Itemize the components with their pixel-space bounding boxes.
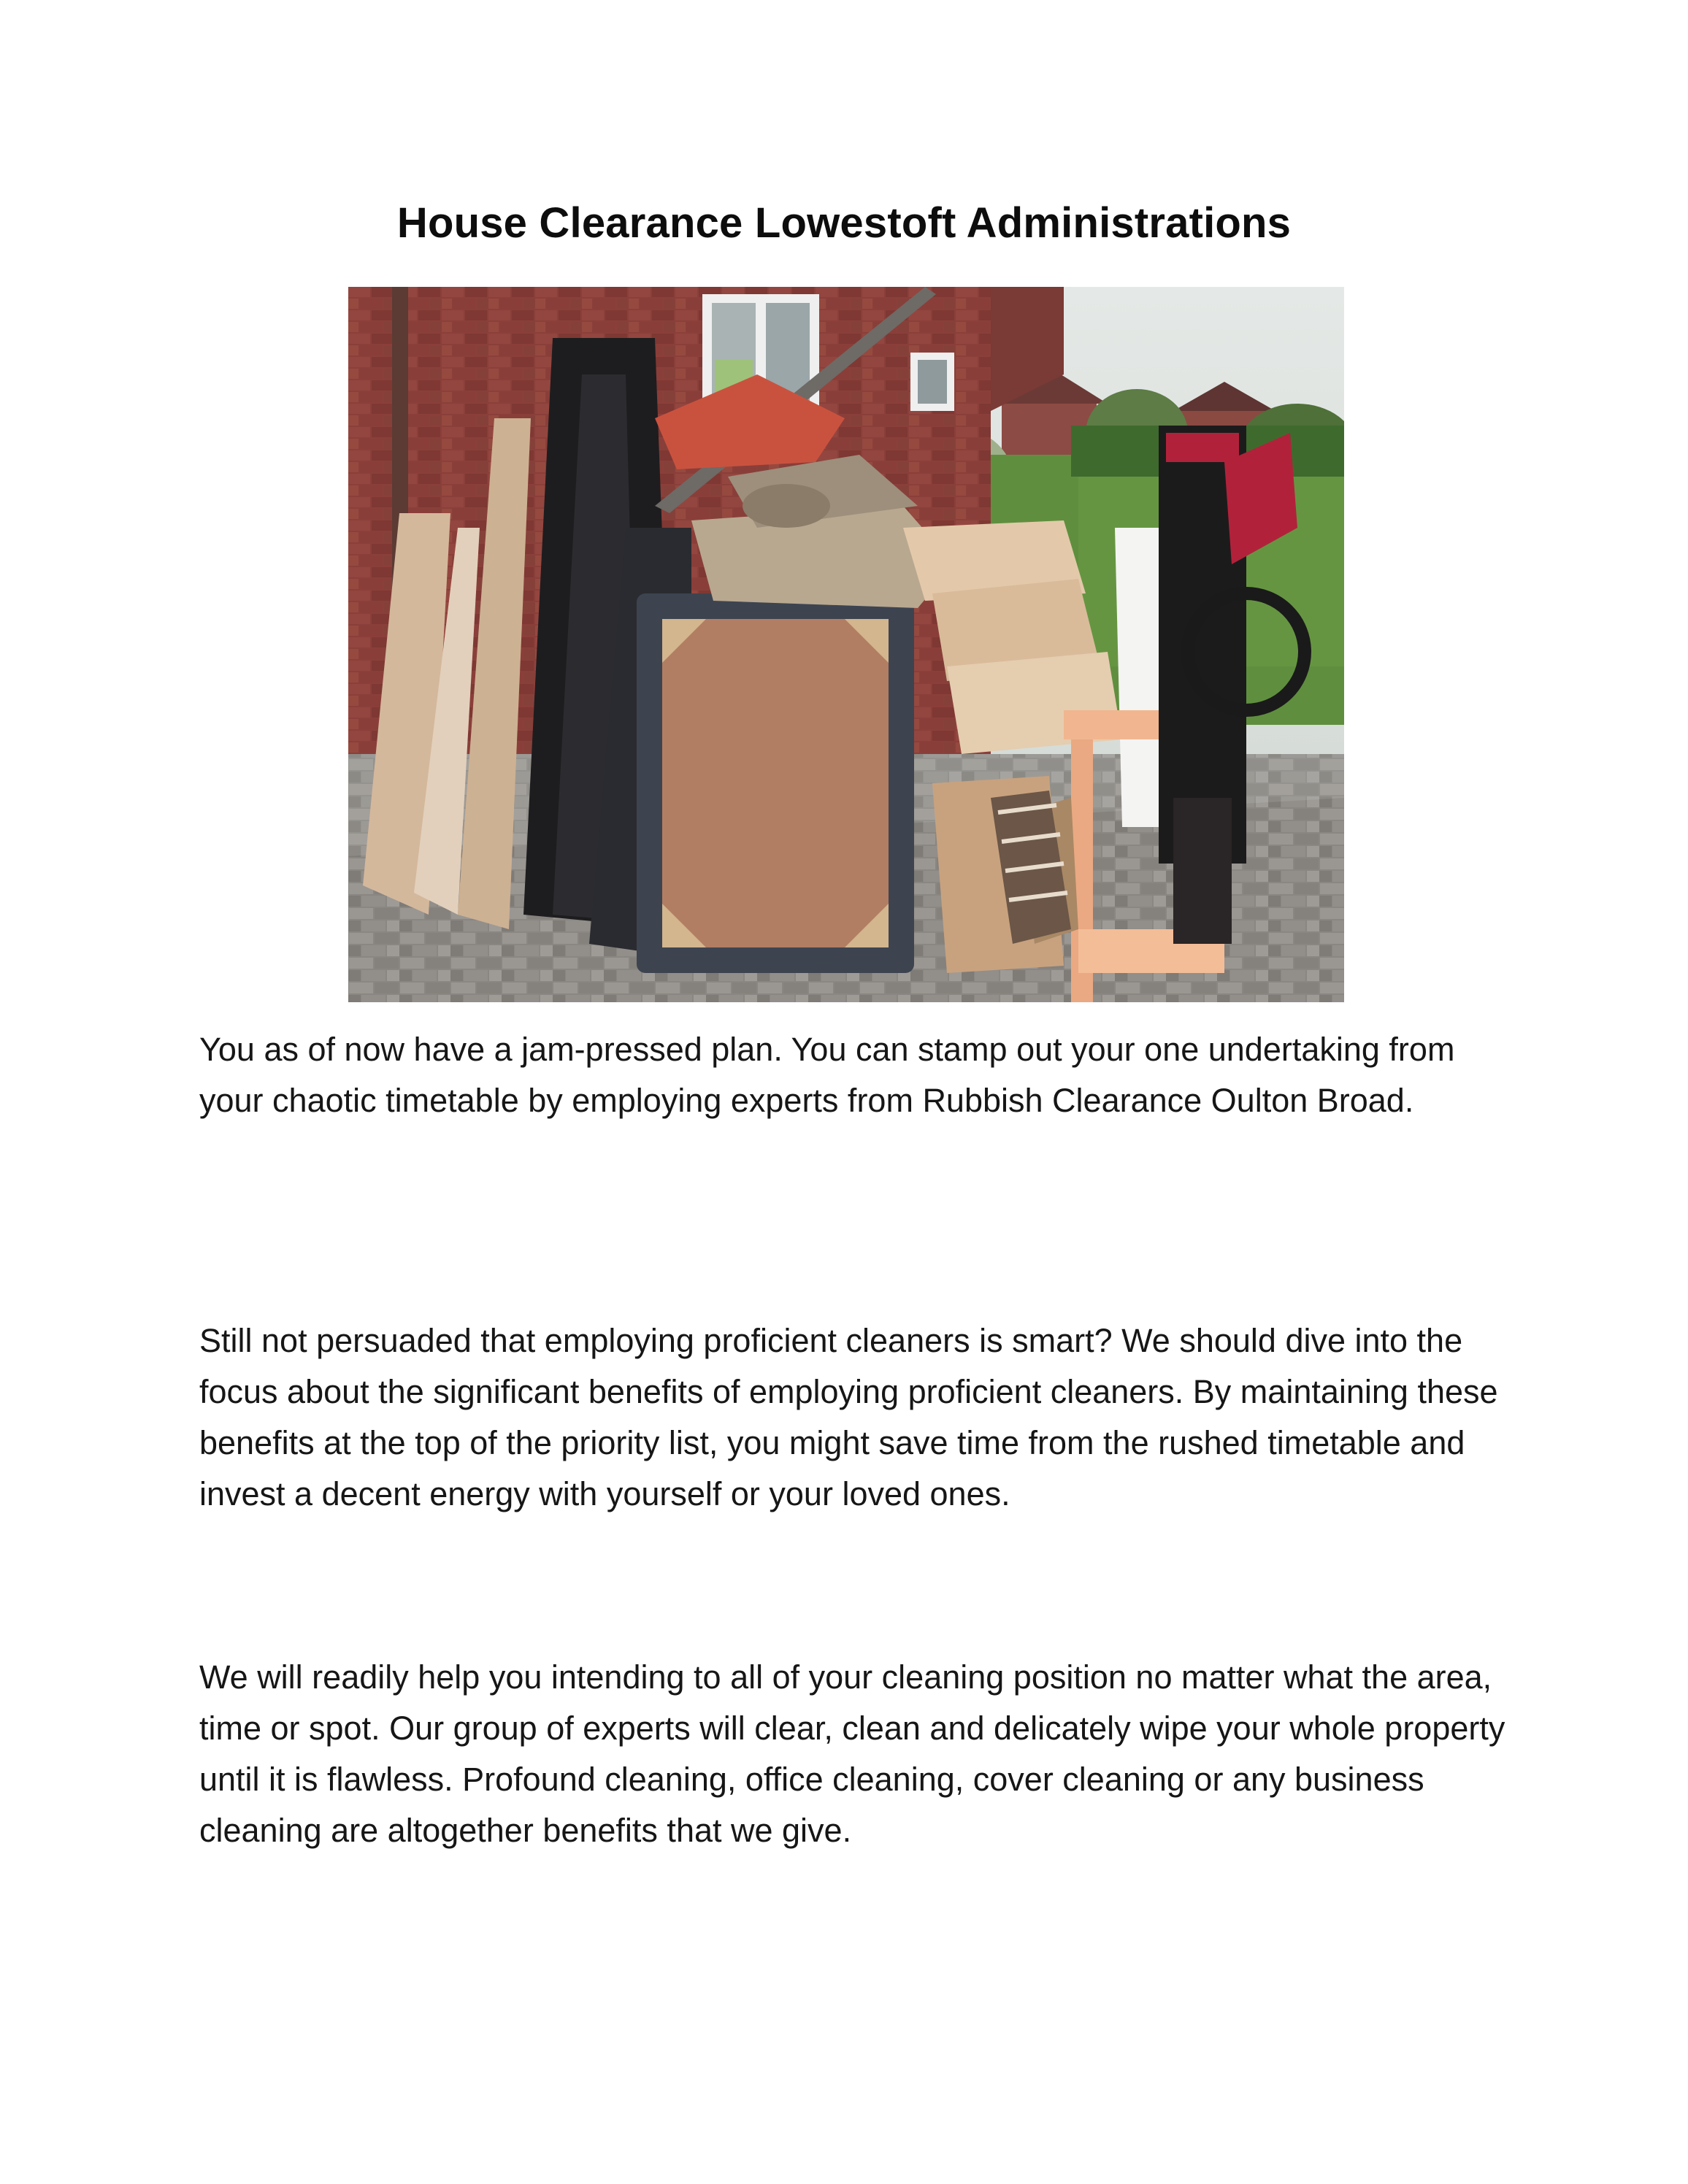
paragraph-3: We will readily help you intending to all of your cleaning position no matter what the area, time or spot. Our group of experts will clear, clean and delicately wipe your whole property until it is flawless. Profound cleaning, office cleaning, cover cleaning or any business cleaning are altogether benefits that we give. (199, 1658, 1505, 1849)
paragraph-1: You as of now have a jam-pressed plan. You can stamp out your one undertaking from your chaotic timetable by employing experts from Rubbish Clearance Oulton Broad. (199, 1031, 1455, 1119)
paragraph-2: Still not persuaded that employing proficient cleaners is smart? We should dive into the focus about the significant benefits of employing proficient cleaners. By maintaining these benefits at the top of the priority list, you might save time from the rushed timetable and invest a decent energy with yourself or your loved ones. (199, 1322, 1498, 1512)
rubbish-pile-photo (348, 287, 1344, 1002)
document-title: House Clearance Lowestoft Administrations (396, 199, 1292, 247)
photo-illustration (348, 287, 1344, 1002)
